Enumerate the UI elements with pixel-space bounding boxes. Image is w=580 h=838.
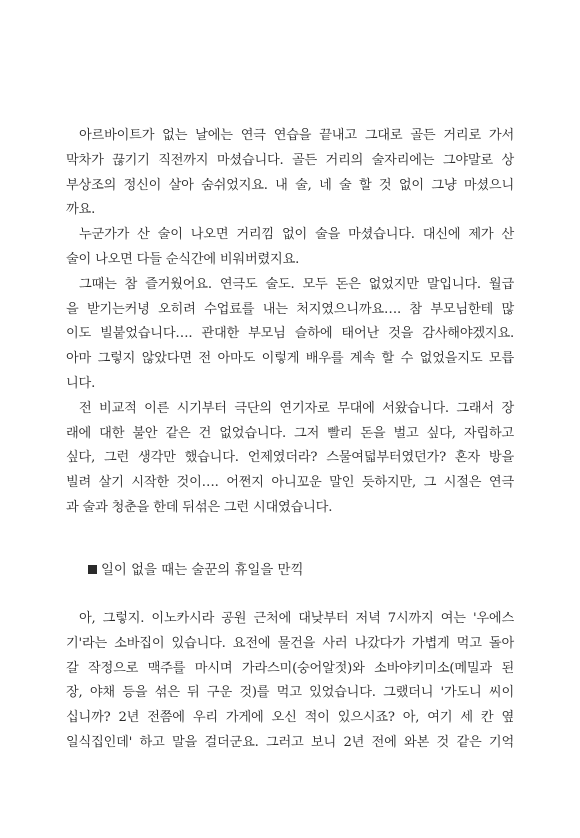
text-line: 아마 그렇지 않았다면 전 아마도 이렇게 배우를 계속 할 수 없었을지도 모릅: [66, 351, 514, 367]
text-line: 아르바이트가 없는 날에는 연극 연습을 끝내고 그대로 골든 거리로 가서: [79, 128, 514, 143]
section-heading-text: 일이 없을 때는 술꾼의 휴일을 만끽: [101, 563, 304, 578]
text-line: 부상조의 정신이 살아 숨쉬었지요. 내 술, 네 술 할 것 없이 그냥 마셨으니: [66, 177, 514, 193]
text-line: 일식집인데' 하고 말을 걸더군요. 그러고 보니 2년 전에 와본 것 같은 기억: [66, 734, 514, 750]
body-text-bottom: [66, 607, 514, 756]
square-bullet-icon: [88, 565, 97, 574]
section-heading: [88, 559, 303, 583]
paragraph: [66, 397, 514, 521]
text-line: 싶다, 그런 생각만 했습니다. 언제였더라? 스물여덟부터였던가? 혼자 방을: [66, 450, 514, 466]
text-line: 막차가 끊기기 직전까지 마셨습니다. 골든 거리의 술자리에는 그야말로 상: [66, 152, 514, 168]
text-line: 갈 작정으로 맥주를 마시며 가라스미(숭어알젓)와 소바야키미소(메밀과 된: [66, 660, 514, 676]
text-line: 술이 나오면 다들 순식간에 비워버렸지요.: [66, 251, 300, 267]
body-text-top: [66, 124, 514, 521]
text-line: 래에 대한 불안 같은 건 없었습니다. 그저 빨리 돈을 벌고 싶다, 자립하고: [66, 425, 514, 441]
text-line: 과 술과 청춘을 한데 뒤섞은 그런 시대였습니다.: [66, 499, 333, 515]
text-line: 니다.: [66, 375, 96, 391]
paragraph: [66, 273, 514, 397]
paragraph: [66, 607, 514, 756]
text-line: 누군가가 산 술이 나오면 거리낌 없이 술을 마셨습니다. 대신에 제가 산: [79, 227, 514, 243]
text-line: 그때는 참 즐거웠어요. 연극도 술도. 모두 돈은 없었지만 말입니다. 월급: [79, 276, 514, 292]
text-line: 십니까? 2년 전쯤에 우리 가게에 오신 적이 있으시죠? 아, 여기 세 칸 옆: [66, 710, 514, 726]
text-line: 전 비교적 이른 시기부터 극단의 연기자로 무대에 서왔습니다. 그래서 장: [79, 400, 514, 416]
paragraph: [66, 223, 514, 273]
text-line: 기'라는 소바집이 있습니다. 요전에 물건을 사러 나갔다가 가볍게 먹고 돌아: [66, 635, 514, 651]
text-line: 을 받기는커녕 오히려 수업료를 내는 처지였으니까요…. 참 부모님한테 많: [66, 301, 514, 317]
text-line: 아, 그렇지. 이노카시라 공원 근처에 대낮부터 저녁 7시까지 여는 '우에스: [79, 611, 514, 626]
paragraph: [66, 124, 514, 223]
text-line: 장, 야채 등을 섞은 뒤 구운 것)를 먹고 있었습니다. 그랬더니 '가도니 씨이: [66, 685, 514, 701]
text-line: 이도 빌붙었습니다…. 관대한 부모님 슬하에 태어난 것을 감사해야겠지요.: [66, 326, 514, 342]
text-line: 빌려 살기 시작한 것이…. 어쩐지 아니꼬운 말인 듯하지만, 그 시절은 연극: [66, 475, 514, 491]
text-line: 까요.: [66, 202, 96, 218]
